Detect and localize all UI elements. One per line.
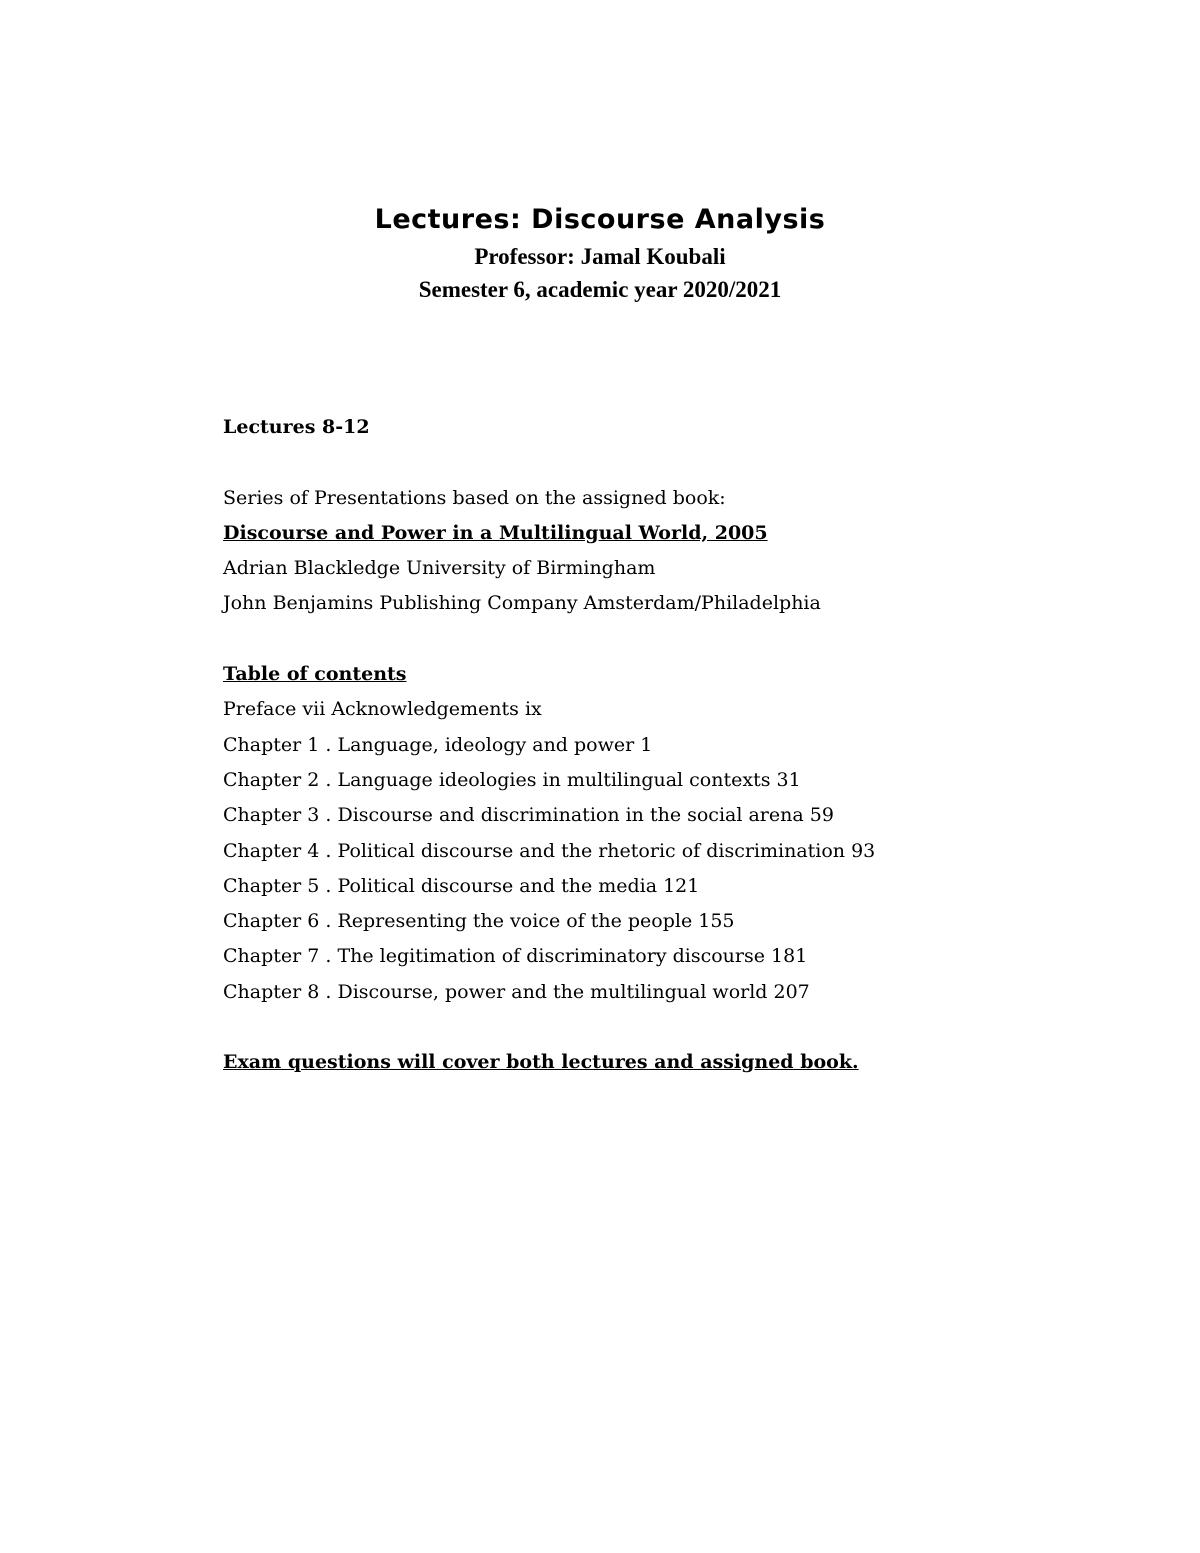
toc-chapter-item: Chapter 2 . Language ideologies in multilingual contexts 31 xyxy=(223,768,801,791)
book-title: Discourse and Power in a Multilingual World, 2005 xyxy=(223,521,768,544)
document-title: Lectures: Discourse Analysis xyxy=(374,204,826,235)
toc-chapter-list xyxy=(223,728,1123,1010)
toc-chapter-item: Chapter 7 . The legitimation of discriminatory discourse 181 xyxy=(223,945,808,968)
book-author: Adrian Blackledge University of Birmingham xyxy=(223,557,656,580)
professor-line: Professor: Jamal Koubali xyxy=(474,244,726,269)
document-header xyxy=(0,200,1200,306)
toc-chapter-item: Chapter 8 . Discourse, power and the multilingual world 207 xyxy=(223,980,810,1003)
toc-preface: Preface vii Acknowledgements ix xyxy=(223,698,542,721)
toc-chapter-item: Chapter 5 . Political discourse and the media 121 xyxy=(223,874,700,897)
document-body xyxy=(223,410,1123,1081)
toc-chapter-item: Chapter 4 . Political discourse and the rhetoric of discrimination 93 xyxy=(223,839,876,862)
spacer xyxy=(223,1010,1123,1045)
series-text: Series of Presentations based on the assigned book: xyxy=(223,486,726,509)
lectures-heading: Lectures 8-12 xyxy=(223,416,370,438)
spacer xyxy=(223,622,1123,657)
book-publisher: John Benjamins Publishing Company Amsterdam/Philadelphia xyxy=(223,592,821,615)
toc-chapter-item: Chapter 3 . Discourse and discrimination in the social arena 59 xyxy=(223,804,834,827)
toc-chapter-item: Chapter 6 . Representing the voice of the people 155 xyxy=(223,910,735,933)
exam-note: Exam questions will cover both lectures and assigned book. xyxy=(223,1051,859,1074)
semester-line: Semester 6, academic year 2020/2021 xyxy=(418,277,782,302)
spacer xyxy=(223,445,1123,480)
toc-heading: Table of contents xyxy=(223,663,407,686)
toc-chapter-item: Chapter 1 . Language, ideology and power 1 xyxy=(223,733,653,756)
